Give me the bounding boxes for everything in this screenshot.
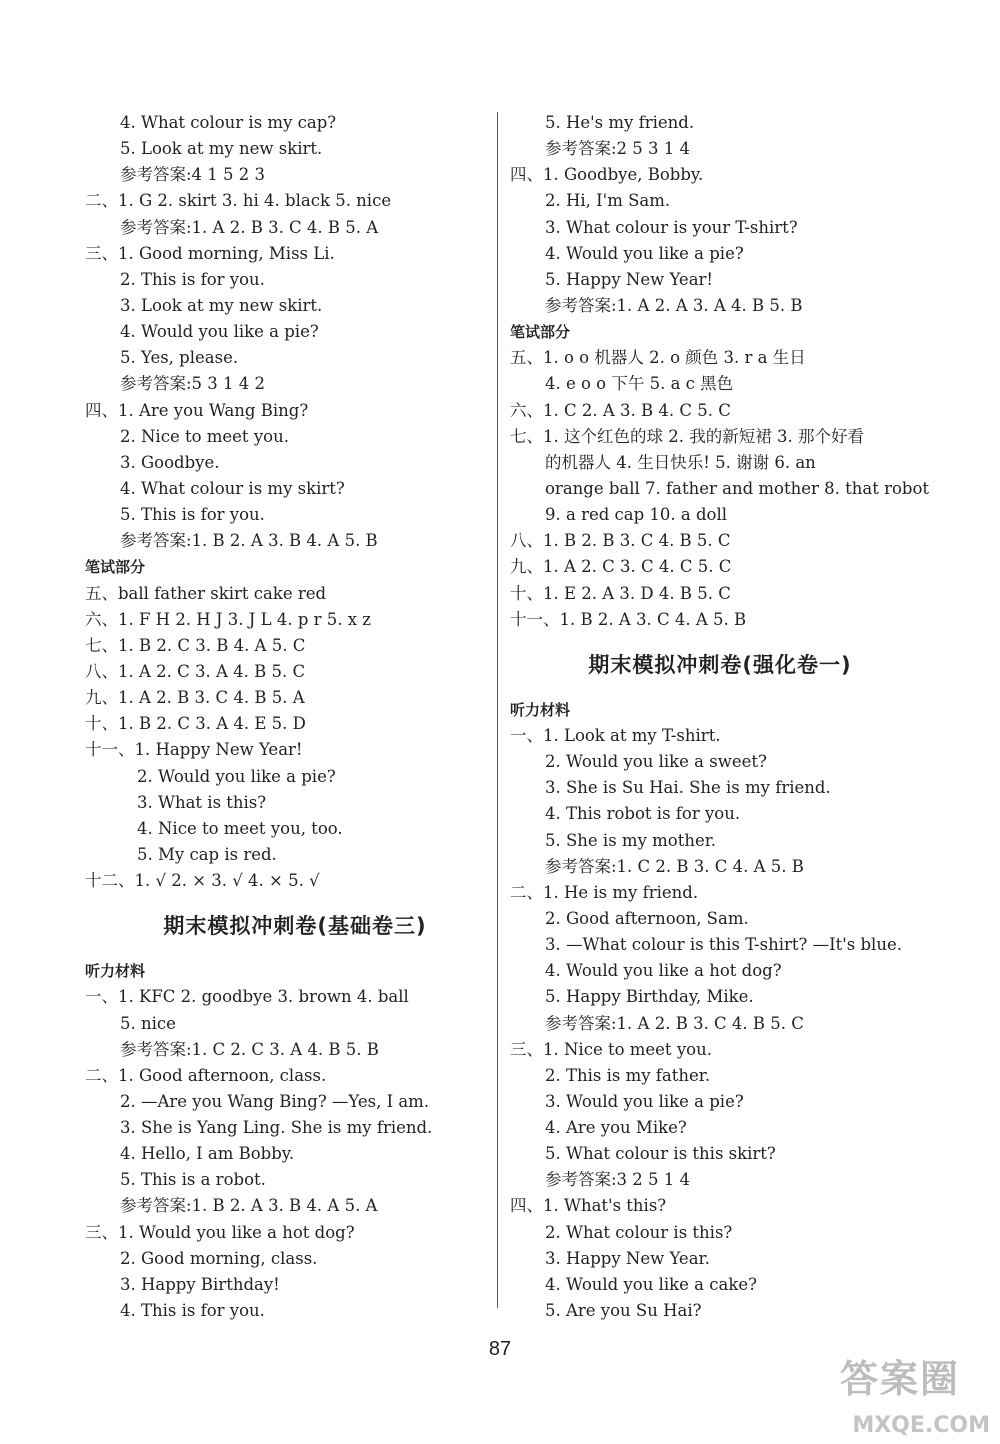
answer-line: 2. Hi, I'm Sam. xyxy=(545,191,671,211)
left-column xyxy=(85,110,485,1324)
column-divider xyxy=(497,112,498,1308)
answer-line: 参考答案:1. A 2. B 3. C 4. B 5. A xyxy=(120,217,379,237)
answer-line: 3. —What colour is this T-shirt? —It's blue. xyxy=(545,935,902,955)
watermark-text: 答案圈 xyxy=(839,1357,960,1401)
answer-line: 参考答案:3 2 5 1 4 xyxy=(545,1170,691,1190)
answer-line: 3. She is Yang Ling. She is my friend. xyxy=(120,1118,433,1138)
section-heading: 听力材料 xyxy=(510,700,571,719)
answer-line: 二、1. G 2. skirt 3. hi 4. black 5. nice xyxy=(85,191,392,211)
answer-line: 2. This is my father. xyxy=(545,1065,711,1085)
answer-line: 4. Would you like a hot dog? xyxy=(545,961,782,981)
answer-line: 2. Would you like a sweet? xyxy=(545,752,767,772)
section-title: 期末模拟冲刺卷(强化卷一) xyxy=(588,652,852,677)
answer-line: 六、1. C 2. A 3. B 4. C 5. C xyxy=(510,400,731,420)
answer-line: 四、1. Goodbye, Bobby. xyxy=(510,165,704,185)
answer-line: orange ball 7. father and mother 8. that robot xyxy=(545,478,930,498)
answer-line: 4. Would you like a pie? xyxy=(545,243,744,263)
answer-line: 二、1. He is my friend. xyxy=(510,882,699,902)
section-heading: 听力材料 xyxy=(85,962,146,981)
answer-line: 5. He's my friend. xyxy=(545,113,695,132)
answer-line: 5. This is a robot. xyxy=(120,1170,266,1190)
answer-line: 9. a red cap 10. a doll xyxy=(545,505,728,525)
answer-line: 2. —Are you Wang Bing? —Yes, I am. xyxy=(120,1091,430,1111)
answer-line: 参考答案:1. C 2. C 3. A 4. B 5. B xyxy=(120,1039,379,1059)
answer-line: 5. What colour is this skirt? xyxy=(545,1144,776,1164)
answer-line: 七、1. 这个红色的球 2. 我的新短裙 3. 那个好看 xyxy=(510,426,864,446)
answer-line: 七、1. B 2. C 3. B 4. A 5. C xyxy=(85,635,306,655)
answer-line: 5. nice xyxy=(120,1013,176,1033)
answer-line: 九、1. A 2. B 3. C 4. B 5. A xyxy=(85,688,305,708)
answer-line: 三、1. Nice to meet you. xyxy=(510,1039,712,1059)
answer-line: 5. My cap is red. xyxy=(137,844,277,864)
answer-line: 十一、1. B 2. A 3. C 4. A 5. B xyxy=(510,609,747,629)
answer-line: 九、1. A 2. C 3. C 4. C 5. C xyxy=(510,557,732,577)
answer-line: 一、1. KFC 2. goodbye 3. brown 4. ball xyxy=(85,987,409,1007)
section-heading: 笔试部分 xyxy=(85,558,146,577)
answer-line: 4. Nice to meet you, too. xyxy=(137,818,343,838)
answer-line: 3. Would you like a pie? xyxy=(545,1091,744,1111)
answer-line: 六、1. F H 2. H J 3. J L 4. p r 5. x z xyxy=(85,609,372,629)
answer-line: 2. Would you like a pie? xyxy=(137,766,336,786)
answer-line: 3. Goodbye. xyxy=(120,452,220,472)
answer-line: 参考答案:5 3 1 4 2 xyxy=(120,374,266,394)
watermark-url: MXQE.COM xyxy=(852,1413,990,1438)
answer-line: 参考答案:1. A 2. B 3. C 4. B 5. C xyxy=(545,1013,804,1033)
answer-line: 五、1. o o 机器人 2. o 颜色 3. r a 生日 xyxy=(510,348,806,368)
answer-line: 二、1. Good afternoon, class. xyxy=(85,1065,327,1085)
answer-line: 2. What colour is this? xyxy=(545,1222,733,1242)
answer-line: 4. This is for you. xyxy=(120,1301,265,1321)
answer-line: 四、1. What's this? xyxy=(510,1196,667,1216)
answer-line: 5. Yes, please. xyxy=(120,348,239,368)
answer-line: 的机器人 4. 生日快乐! 5. 谢谢 6. an xyxy=(545,452,816,472)
answer-line: 十、1. B 2. C 3. A 4. E 5. D xyxy=(85,714,306,734)
section-heading: 笔试部分 xyxy=(510,323,571,342)
answer-line: 十一、1. Happy New Year! xyxy=(85,740,303,760)
answer-line: 2. This is for you. xyxy=(120,269,265,289)
answer-line: 5. She is my mother. xyxy=(545,830,717,850)
answer-line: 三、1. Would you like a hot dog? xyxy=(85,1222,355,1242)
answer-line: 参考答案:2 5 3 1 4 xyxy=(545,139,691,159)
answer-line: 3. She is Su Hai. She is my friend. xyxy=(545,778,831,798)
answer-line: 一、1. Look at my T-shirt. xyxy=(510,725,721,745)
answer-line: 四、1. Are you Wang Bing? xyxy=(85,400,309,420)
answer-line: 4. Hello, I am Bobby. xyxy=(120,1144,295,1164)
right-column xyxy=(510,110,930,1324)
answer-line: 5. Are you Su Hai? xyxy=(545,1301,702,1321)
answer-line: 5. This is for you. xyxy=(120,505,265,525)
answer-line: 4. What colour is my skirt? xyxy=(120,478,345,498)
answer-line: 2. Nice to meet you. xyxy=(120,426,289,446)
answer-line: 4. e o o 下午 5. a c 黑色 xyxy=(545,374,734,394)
answer-line: 参考答案:4 1 5 2 3 xyxy=(120,165,266,185)
answer-line: 3. Happy Birthday! xyxy=(120,1274,280,1294)
answer-line: 3. Happy New Year. xyxy=(545,1248,710,1268)
watermark-logo xyxy=(785,1348,990,1438)
answer-line: 4. Would you like a pie? xyxy=(120,322,319,342)
answer-line: 参考答案:1. B 2. A 3. B 4. A 5. A xyxy=(120,1196,378,1216)
answer-line: 十、1. E 2. A 3. D 4. B 5. C xyxy=(510,583,731,603)
answer-line: 五、ball father skirt cake red xyxy=(85,583,327,603)
answer-line: 三、1. Good morning, Miss Li. xyxy=(85,243,335,263)
answer-line: 4. Would you like a cake? xyxy=(545,1274,757,1294)
answer-line: 4. Are you Mike? xyxy=(545,1118,687,1138)
answer-line: 5. Look at my new skirt. xyxy=(120,139,323,159)
answer-line: 3. What is this? xyxy=(137,792,267,812)
answer-line: 5. Happy New Year! xyxy=(545,269,714,289)
answer-line: 3. What colour is your T-shirt? xyxy=(545,217,798,237)
answer-line: 4. This robot is for you. xyxy=(545,804,741,824)
answer-line: 2. Good morning, class. xyxy=(120,1248,318,1268)
answer-line: 参考答案:1. B 2. A 3. B 4. A 5. B xyxy=(120,531,378,551)
answer-line: 十二、1. √ 2. × 3. √ 4. × 5. √ xyxy=(85,871,320,891)
answer-line: 参考答案:1. A 2. A 3. A 4. B 5. B xyxy=(545,295,803,315)
answer-line: 3. Look at my new skirt. xyxy=(120,295,323,315)
section-title: 期末模拟冲刺卷(基础卷三) xyxy=(163,914,427,939)
answer-line: 2. Good afternoon, Sam. xyxy=(545,908,749,928)
answer-line: 5. Happy Birthday, Mike. xyxy=(545,987,754,1007)
answer-line: 参考答案:1. C 2. B 3. C 4. A 5. B xyxy=(545,856,804,876)
page-number: 87 xyxy=(488,1338,512,1360)
answer-line: 4. What colour is my cap? xyxy=(120,113,337,132)
answer-line: 八、1. B 2. B 3. C 4. B 5. C xyxy=(510,531,731,551)
answer-line: 八、1. A 2. C 3. A 4. B 5. C xyxy=(85,661,306,681)
